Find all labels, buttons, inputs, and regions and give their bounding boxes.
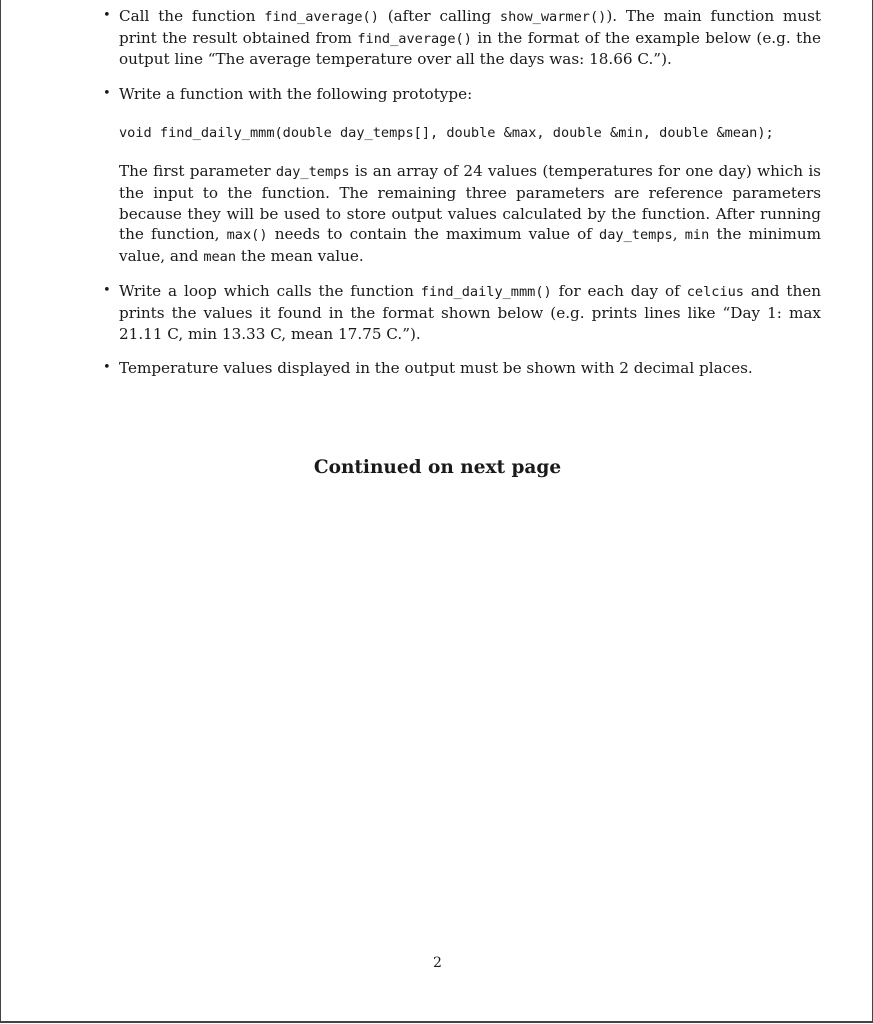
code-term: min bbox=[684, 227, 710, 244]
bullet-marker: • bbox=[103, 8, 111, 23]
code-term: find_average() bbox=[357, 30, 472, 47]
text-segment: the minimum value, and bbox=[119, 225, 821, 265]
text-segment: for each day of bbox=[551, 282, 687, 301]
text-segment: Write a loop which calls the function bbox=[119, 282, 421, 301]
code-term: max() bbox=[226, 227, 268, 244]
explanation-text bbox=[119, 162, 821, 264]
text-segment: is an array of 24 values (temperatures for one day) which is the input to the function. The remaining three parameters are reference parameters because they will be used to store output values calculated by the function. After running the function, bbox=[119, 162, 821, 244]
text-segment: the mean value. bbox=[236, 246, 364, 265]
text-segment: , bbox=[672, 225, 685, 244]
bullet-item-find-average bbox=[101, 6, 821, 70]
text-segment: ). The main function must print the result obtained from bbox=[119, 7, 821, 47]
code-term: show_warmer() bbox=[499, 9, 607, 25]
code-term: celcius bbox=[686, 284, 744, 301]
text-segment: needs to contain the maximum value of bbox=[267, 225, 600, 244]
text-segment: and then prints the values it found in the format shown below (e.g. prints lines like “Day 1: max 21.11 C, min 13.33 C, mean 17.75 C.”). bbox=[119, 282, 822, 343]
code-term: find_daily_mmm() bbox=[420, 284, 552, 301]
text-segment: Temperature values displayed in the output must be shown with 2 decimal places. bbox=[119, 359, 753, 378]
code-term: find_average() bbox=[264, 9, 379, 25]
code-term: day_temps bbox=[599, 227, 673, 244]
bullet-text bbox=[119, 359, 753, 377]
page-number: 2 bbox=[433, 955, 442, 971]
instructions-list bbox=[101, 6, 821, 379]
bullet-item-decimal-places bbox=[101, 358, 821, 379]
text-segment: The first parameter bbox=[119, 162, 276, 181]
bullet-item-prototype bbox=[101, 84, 821, 105]
bullet-marker: • bbox=[103, 283, 111, 299]
code-term: mean bbox=[203, 248, 237, 265]
text-segment: Call the function bbox=[119, 7, 265, 25]
text-segment: (after calling bbox=[378, 7, 500, 25]
text-segment: in the format of the example below (e.g. the output line “The average temperature over all the days was: 18.66 C.”). bbox=[119, 28, 821, 69]
code-term: day_temps bbox=[275, 164, 350, 181]
bullet-item-loop bbox=[101, 281, 821, 344]
bullet-marker: • bbox=[103, 360, 111, 376]
bullet-text: Write a function with the following prototype: bbox=[119, 84, 473, 103]
bullet-marker: • bbox=[103, 85, 111, 101]
bullet-text bbox=[119, 282, 821, 342]
bullet-text bbox=[119, 7, 821, 68]
function-prototype-code: void find_daily_mmm(double day_temps[], double &max, double &min, double &mean); bbox=[119, 125, 774, 142]
prototype-explanation bbox=[101, 161, 821, 267]
continued-notice: Continued on next page bbox=[313, 457, 562, 478]
